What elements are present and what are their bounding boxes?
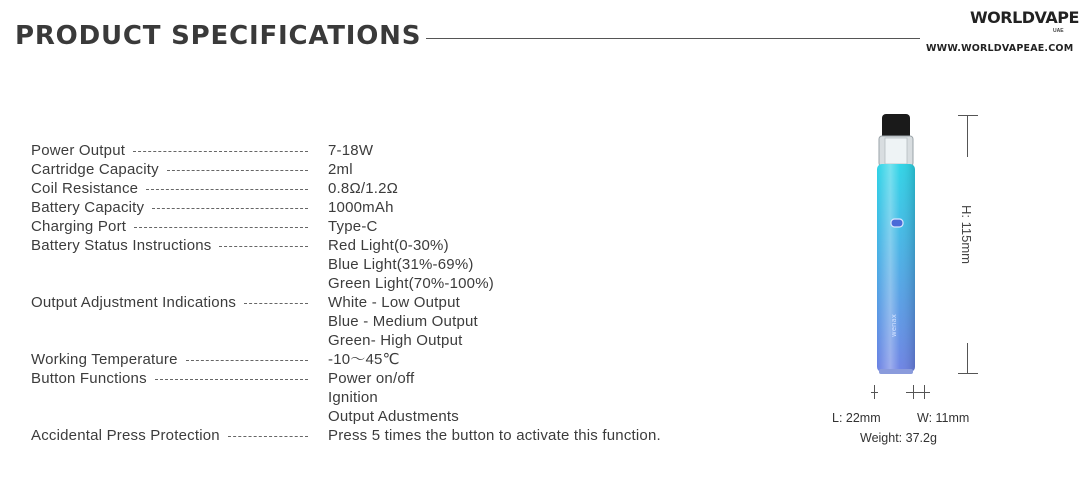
spec-leader-line	[167, 170, 308, 171]
spec-label: Power Output	[31, 142, 126, 159]
spec-leader-line	[244, 303, 308, 304]
spec-values	[328, 236, 494, 293]
brand-logo	[970, 8, 1079, 34]
spec-values	[328, 179, 398, 198]
spec-value: 0.8Ω/1.2Ω	[328, 180, 399, 197]
spec-values	[328, 293, 478, 350]
spec-label: Working Temperature	[31, 351, 178, 368]
page-title: PRODUCT SPECIFICATIONS	[15, 21, 422, 51]
spec-values	[328, 350, 400, 369]
spec-label: Button Functions	[31, 370, 147, 387]
height-value: H: 115mm	[959, 205, 974, 264]
spec-value: Power on/off	[328, 370, 415, 387]
spec-value: Ignition	[328, 389, 378, 406]
spec-leader-line	[186, 360, 308, 361]
spec-value: Output Adustments	[328, 408, 459, 425]
height-label	[952, 205, 982, 275]
spec-value: 7-18W	[328, 142, 374, 159]
spec-leader-line	[134, 227, 308, 228]
brand-logo-text: WORLDVAPE	[970, 8, 1079, 27]
brand-logo-sub: UAE	[1053, 28, 1064, 34]
spec-label: Charging Port	[31, 218, 127, 235]
spec-leader-line	[219, 246, 308, 247]
spec-value: Type-C	[328, 218, 378, 235]
spec-value: -10～45℃	[328, 351, 400, 368]
spec-value: Green Light(70%-100%)	[328, 275, 494, 292]
spec-label: Output Adjustment Indications	[31, 294, 237, 311]
spec-label: Accidental Press Protection	[31, 427, 220, 444]
width-label: W: 11mm	[917, 411, 970, 425]
spec-values	[328, 217, 378, 236]
spec-value: 2ml	[328, 161, 353, 178]
weight-label: Weight: 37.2g	[860, 431, 937, 445]
spec-label: Coil Resistance	[31, 180, 139, 197]
fire-button	[891, 219, 903, 227]
spec-label: Battery Status Instructions	[31, 237, 212, 254]
spec-values	[328, 160, 353, 179]
spec-value: Blue Light(31%-69%)	[328, 256, 474, 273]
spec-value: Green- High Output	[328, 332, 463, 349]
spec-leader-line	[146, 189, 308, 190]
title-divider	[426, 38, 920, 39]
spec-value: White - Low Output	[328, 294, 460, 311]
cartridge-window	[885, 138, 907, 164]
brand-url: WWW.WORLDVAPEAE.COM	[926, 43, 1074, 54]
device-image	[872, 112, 932, 377]
spec-leader-line	[228, 436, 308, 437]
spec-label: Cartridge Capacity	[31, 161, 159, 178]
spec-label: Battery Capacity	[31, 199, 145, 216]
spec-values	[328, 426, 661, 445]
spec-value: Press 5 times the button to activate this function.	[328, 427, 661, 444]
spec-value: Blue - Medium Output	[328, 313, 478, 330]
spec-value: Red Light(0-30%)	[328, 237, 449, 254]
spec-values	[328, 198, 394, 217]
device-base	[879, 369, 913, 374]
device-body-shine	[877, 164, 915, 372]
spec-values	[328, 369, 459, 426]
spec-leader-line	[152, 208, 308, 209]
spec-value: 1000mAh	[328, 199, 394, 216]
spec-leader-line	[133, 151, 308, 152]
device-body-text: wenax	[890, 314, 898, 337]
length-label: L: 22mm	[832, 411, 881, 425]
spec-values	[328, 141, 373, 160]
spec-leader-line	[155, 379, 308, 380]
